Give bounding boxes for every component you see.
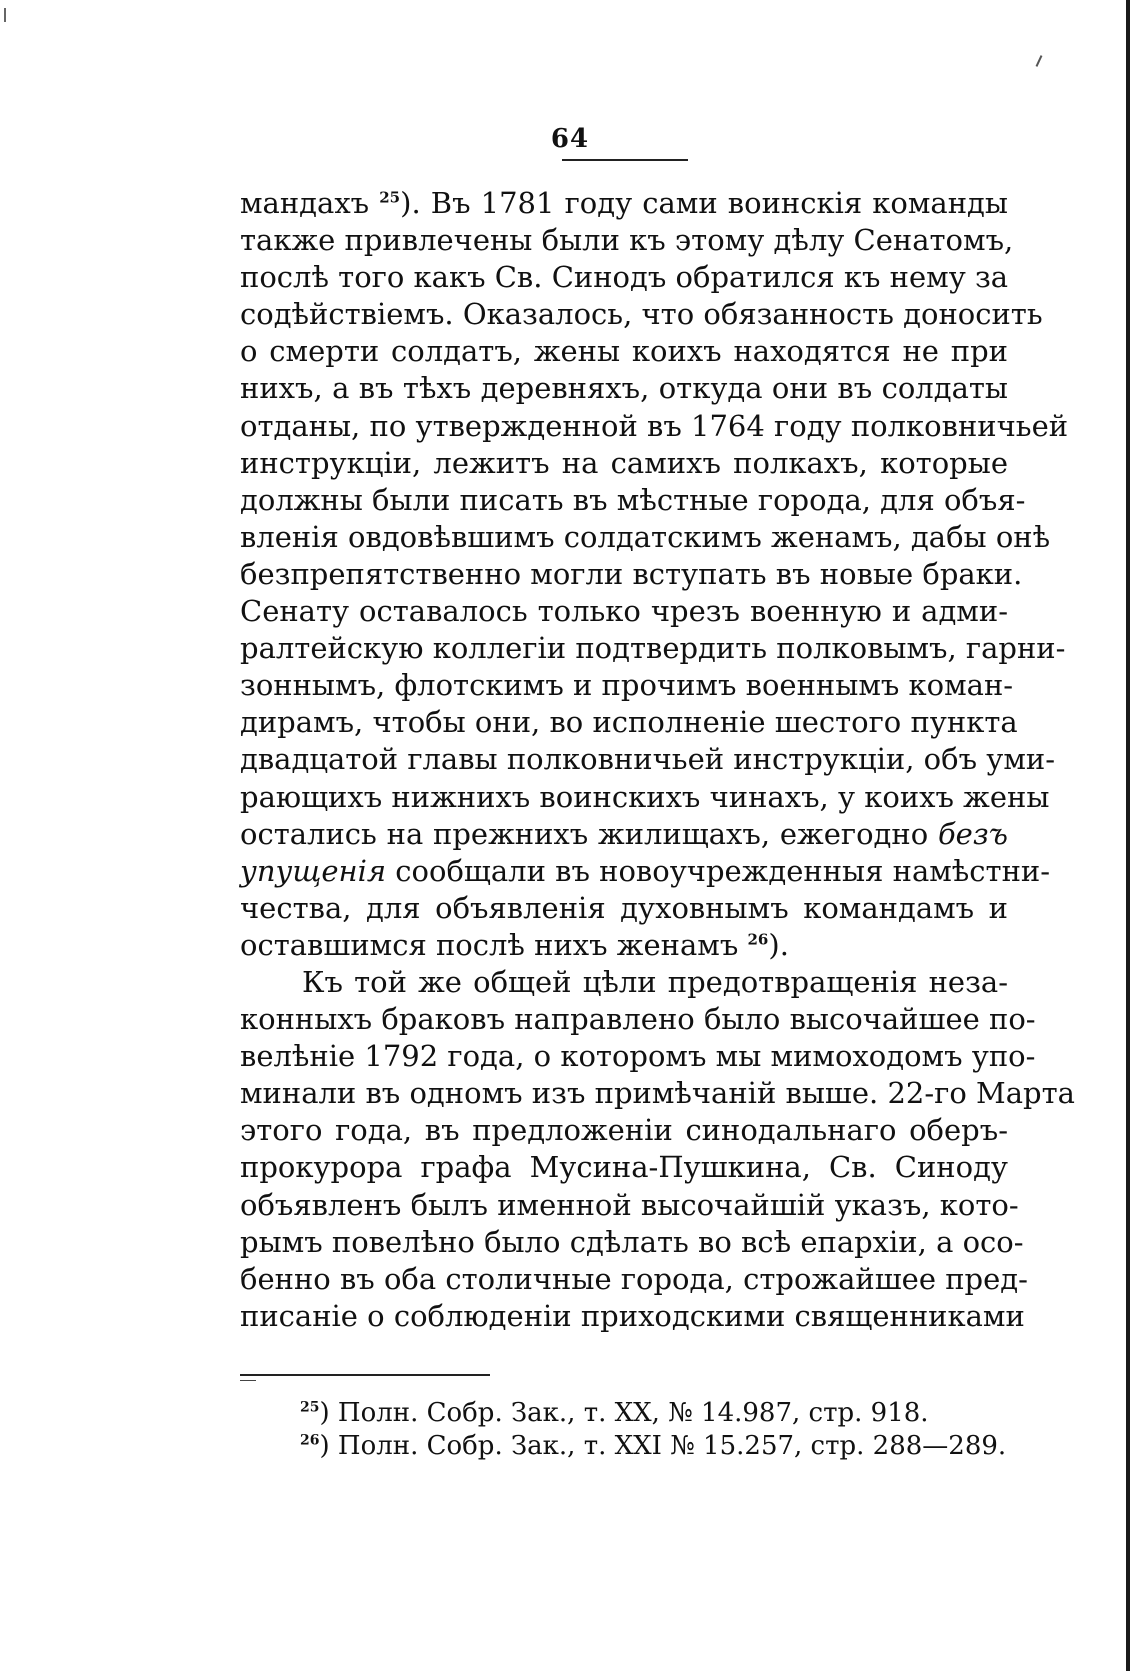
text-line: велѣніе 1792 года, о которомъ мы мимоходомъ упо- (240, 1039, 1036, 1074)
italic-word: упущенія (240, 853, 387, 888)
text-line: упущенія сообщали въ новоучрежденныя намѣстни- (240, 853, 1051, 888)
page-number: 64 (550, 124, 590, 154)
footnote: $^{26}$) Полн. Собр. Зак., т. XXI № 15.257, стр. 288—289. (300, 1431, 1007, 1461)
text-line: этого года, въ предложеніи синодальнаго оберъ- (240, 1113, 1008, 1148)
italic-word: безъ (937, 816, 1008, 851)
scan-edge-line (1126, 0, 1130, 1671)
text-line: прокурора графа Мусина-Пушкина, Св. Синоду (240, 1150, 1008, 1185)
text-line: оставшимся послѣ нихъ женамъ $^{26}$). (240, 927, 789, 962)
text-line: безпрепятственно могли вступать въ новые браки. (240, 556, 1023, 591)
text-line: Сенату оставалось только чрезъ военную и адми- (240, 594, 1008, 629)
scan-stray-mark (1036, 55, 1043, 67)
text-line: писаніе о соблюденіи приходскими священниками (240, 1298, 1025, 1333)
footnotes (300, 1397, 1020, 1463)
text-line: зоннымъ, флотскимъ и прочимъ военнымъ коман- (240, 668, 1014, 703)
footnote: $^{25}$) Полн. Собр. Зак., т. XX, № 14.987, стр. 918. (300, 1398, 929, 1428)
text-line: нихъ, а въ тѣхъ деревняхъ, откуда они въ солдаты (240, 371, 1008, 406)
text-line: объявленъ былъ именной высочайшій указъ, кото- (240, 1187, 1019, 1222)
text-line: остались на прежнихъ жилищахъ, ежегодно безъ (240, 816, 1008, 851)
text-line: инструкціи, лежитъ на самихъ полкахъ, которые (240, 445, 1008, 480)
text-line: мандахъ $^{25}$). Въ 1781 году сами воинскія команды (240, 186, 1008, 220)
text-line: содѣйствіемъ. Оказалось, что обязанность доносить (240, 297, 1043, 332)
text-line: чества, для объявленія духовнымъ командамъ и (240, 890, 1008, 925)
text-line: конныхъ браковъ направлено было высочайшее по- (240, 1002, 1036, 1037)
text-line: ралтейскую коллегіи подтвердить полковымъ, гарни- (240, 631, 1066, 666)
footnote-ref: 25 (379, 188, 401, 207)
text-line: минали въ одномъ изъ примѣчаній выше. 22-го Марта (240, 1076, 1075, 1111)
text-line: двадцатой главы полковничьей инструкціи, объ уми- (240, 742, 1056, 777)
paragraph-start-line: Къ той же общей цѣли предотвращенія неза- (302, 964, 1008, 999)
text-line: дирамъ, чтобы они, во исполненіе шестого пункта (240, 705, 1018, 740)
text-line: должны были писать въ мѣстные города, для объя- (240, 482, 1026, 517)
text-line: рающихъ нижнихъ воинскихъ чинахъ, у коихъ жены (240, 779, 1050, 814)
footnote-dash (240, 1380, 256, 1381)
text-line: бенно въ оба столичные города, строжайшее пред- (240, 1261, 1028, 1296)
scan-edge-mark (4, 8, 6, 22)
body-text (240, 185, 1075, 1335)
text-line: вленія овдовѣвшимъ солдатскимъ женамъ, дабы онѣ (240, 519, 1051, 554)
text-line: рымъ повелѣно было сдѣлать во всѣ епархіи, а осо- (240, 1224, 1024, 1259)
footnote-ref: 26 (747, 930, 769, 949)
footnote-number: 26 (300, 1432, 320, 1449)
footnote-divider (240, 1374, 490, 1376)
text-line: послѣ того какъ Св. Синодъ обратился къ нему за (240, 260, 1009, 295)
text-line: отданы, по утвержденной въ 1764 году полковничьей (240, 408, 1069, 443)
text-line: также привлечены были къ этому дѣлу Сенатомъ, (240, 223, 1014, 258)
footnote-number: 25 (300, 1399, 320, 1416)
page-number-rule (562, 159, 688, 161)
text-line: о смерти солдатъ, жены коихъ находятся не при (240, 334, 1008, 369)
